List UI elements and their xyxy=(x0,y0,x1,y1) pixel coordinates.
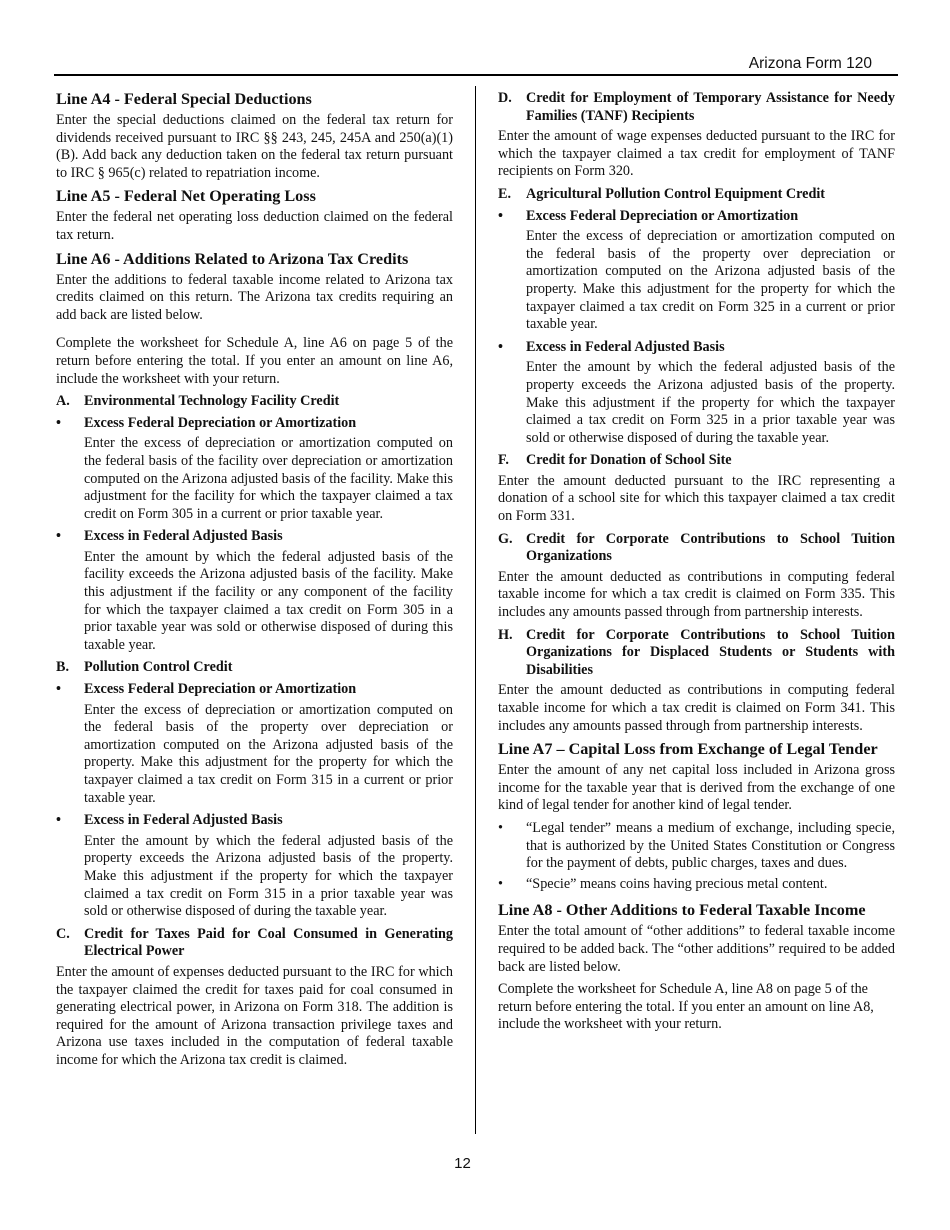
section-a-bullet-2-text: Enter the amount by which the federal adjusted basis of the facility exceeds the Arizona adjusted basis of the facility. Make this adjustment if the facility or any component of the facility for which the taxpayer claimed a tax credit on Form 305 in a prior taxable year was sold or otherwise disposed of during this taxable year. xyxy=(84,548,453,653)
section-h-label: H. xyxy=(498,626,513,643)
section-a-bullet-2-title: Excess in Federal Adjusted Basis xyxy=(84,528,283,545)
section-b-bullet-2-title: Excess in Federal Adjusted Basis xyxy=(84,812,283,829)
section-d-heading xyxy=(498,90,895,125)
bullet-icon: • xyxy=(56,528,61,545)
line-a8-worksheet-note: Complete the worksheet for Schedule A, line A8 on page 5 of the return before entering the total. If you enter an amount on line A8, include the worksheet with your return. xyxy=(498,981,874,1033)
section-c-label: C. xyxy=(56,925,70,942)
section-e-bullet-2-text: Enter the amount by which the federal adjusted basis of the property exceeds the Arizona adjusted basis of the property. Make this adjustment if the property for which the taxpayer claimed a tax credit on Form 325 in a prior taxable year was sold or otherwise disposed of during the taxable year. xyxy=(526,359,895,446)
section-e-bullet-1-text: Enter the excess of depreciation or amortization computed on the federal basis of the property over depreciation or amortization computed on the Arizona adjusted basis of the property. Make this adjustment for the property for which the taxpayer claimed a tax credit on Form 325 in a current or prior taxable year. xyxy=(526,228,895,333)
section-b-heading xyxy=(56,659,453,677)
right-column xyxy=(498,90,895,1039)
section-a-label: A. xyxy=(56,393,70,410)
bullet-icon: • xyxy=(56,681,61,698)
section-e-bullet-1-heading xyxy=(498,208,895,226)
line-a6-heading: Line A6 - Additions Related to Arizona Tax Credits xyxy=(56,249,409,268)
section-b-label: B. xyxy=(56,659,70,676)
line-a5-text: Enter the federal net operating loss deduction claimed on the federal tax return. xyxy=(56,209,453,243)
line-a4-heading: Line A4 - Federal Special Deductions xyxy=(56,90,312,108)
section-b-bullet-1-heading xyxy=(56,681,453,699)
left-column xyxy=(56,90,453,1075)
section-b-bullet-1-title: Excess Federal Depreciation or Amortization xyxy=(84,681,357,698)
line-a8-heading: Line A8 - Other Additions to Federal Taxable Income xyxy=(498,901,866,920)
line-a5-heading: Line A5 - Federal Net Operating Loss xyxy=(56,187,316,206)
bullet-icon: • xyxy=(56,812,61,829)
section-b-bullet-2-heading xyxy=(56,812,453,830)
section-c-heading xyxy=(56,926,453,961)
section-f-heading xyxy=(498,452,895,470)
section-d-text: Enter the amount of wage expenses deducted pursuant to the IRC for which the taxpayer claimed a tax credit for employment of TANF recipients on Form 320. xyxy=(498,128,895,180)
bullet-icon: • xyxy=(498,207,503,224)
line-a7-bullet-2 xyxy=(498,876,895,894)
line-a8-text: Enter the total amount of “other additions” to federal taxable income required to be added back. The “other additions” required to be added back are listed below. xyxy=(498,923,895,975)
section-a-bullet-1-text: Enter the excess of depreciation or amortization computed on the federal basis of the facility over depreciation or amortization computed on the Arizona adjusted basis of the facility. Make this adjustment for the facility for which the taxpayer claimed a tax credit on Form 305 in a current or prior taxable year. xyxy=(84,435,453,522)
section-h-title: Credit for Corporate Contributions to School Tuition Organizations for Displaced Students or Students with Disabilities xyxy=(526,626,895,678)
section-b-bullet-1-text: Enter the excess of depreciation or amortization computed on the federal basis of the property over depreciation or amortization computed on the Arizona adjusted basis of the property. Make this adjustment for the property for which the taxpayer claimed a tax credit on Form 315 in a current or prior taxable year. xyxy=(84,701,453,806)
section-e-heading xyxy=(498,186,895,204)
section-a-heading xyxy=(56,393,453,411)
section-g-label: G. xyxy=(498,530,513,547)
section-d-label: D. xyxy=(498,90,512,106)
header-rule xyxy=(54,74,898,76)
section-b-bullet-2-text: Enter the amount by which the federal adjusted basis of the property exceeds the Arizona adjusted basis of the property. Make this adjustment if the property for which the taxpayer claimed a tax credit on Form 315 in a prior taxable year was sold or otherwise disposed of during the taxable year. xyxy=(84,832,453,920)
line-a4-text: Enter the special deductions claimed on the federal tax return for dividends received pursuant to IRC §§ 243, 245, 245A and 250(a)(1)(B). Add back any deduction taken on the federal tax return pursuant to IRC § 965(c) related to repatriation income. xyxy=(56,112,453,181)
section-e-label: E. xyxy=(498,185,512,202)
section-a-title: Environmental Technology Facility Credit xyxy=(84,393,340,410)
section-e-bullet-2-title: Excess in Federal Adjusted Basis xyxy=(526,338,725,355)
section-e-bullet-2-heading xyxy=(498,339,895,357)
bullet-icon: • xyxy=(498,875,503,892)
section-f-title: Credit for Donation of School Site xyxy=(526,452,732,469)
page-number: 12 xyxy=(454,1155,471,1172)
section-e-title: Agricultural Pollution Control Equipment Credit xyxy=(526,185,826,202)
line-a6-worksheet-note: Complete the worksheet for Schedule A, line A6 on page 5 of the return before entering the total. If you enter an amount on line A6, include the worksheet with your return. xyxy=(56,335,453,387)
section-f-text: Enter the amount deducted pursuant to the IRC representing a donation of a school site for which this taxpayer claimed a tax credit on Form 331. xyxy=(498,472,895,525)
specie-definition: “Specie” means coins having precious metal content. xyxy=(526,875,828,892)
section-f-label: F. xyxy=(498,452,509,469)
section-a-bullet-1-title: Excess Federal Depreciation or Amortization xyxy=(84,414,357,431)
line-a7-heading: Line A7 – Capital Loss from Exchange of Legal Tender xyxy=(498,740,878,759)
section-d-title: Credit for Employment of Temporary Assistance for Needy Families (TANF) Recipients xyxy=(526,90,895,124)
section-h-heading xyxy=(498,627,895,680)
bullet-icon: • xyxy=(56,414,61,431)
bullet-icon: • xyxy=(498,338,503,355)
section-g-text: Enter the amount deducted as contributions in computing federal taxable income for which a tax credit is claimed on Form 335. This includes any amounts passed through from partnership interests. xyxy=(498,568,895,621)
line-a7-bullet-1 xyxy=(498,820,895,873)
section-a-bullet-2-heading xyxy=(56,528,453,546)
section-h-text: Enter the amount deducted as contributions in computing federal taxable income for which a tax credit is claimed on Form 341. This includes any amounts passed through from partnership interests. xyxy=(498,682,895,734)
section-g-heading xyxy=(498,531,895,566)
section-c-text: Enter the amount of expenses deducted pursuant to the IRC for which the taxpayer claimed the credit for taxes paid for coal consumed in generating electrical power, in Arizona on Form 318. The addition is required for the amount of Arizona transaction privilege taxes and Arizona use taxes included in the computation of federal taxable income for which the Arizona tax credit is claimed. xyxy=(56,963,453,1068)
section-a-bullet-1-heading xyxy=(56,415,453,433)
section-c-title: Credit for Taxes Paid for Coal Consumed in Generating Electrical Power xyxy=(84,925,453,960)
section-b-title: Pollution Control Credit xyxy=(84,659,233,676)
line-a6-text: Enter the additions to federal taxable income related to Arizona tax credits claimed on this return. The Arizona tax credits requiring an add back are listed below. xyxy=(56,271,453,323)
section-e-bullet-1-title: Excess Federal Depreciation or Amortization xyxy=(526,207,799,224)
bullet-icon: • xyxy=(498,819,503,836)
form-title: Arizona Form 120 xyxy=(748,55,872,72)
section-g-title: Credit for Corporate Contributions to School Tuition Organizations xyxy=(526,530,895,565)
column-divider xyxy=(475,86,476,1134)
line-a7-text: Enter the amount of any net capital loss included in Arizona gross income for the taxable year that is derived from the exchange of one kind of legal tender for another kind of legal tender. xyxy=(498,762,895,814)
legal-tender-definition: “Legal tender” means a medium of exchange, including specie, that is authorized by the United States Constitution or Congress for the payment of debts, public charges, taxes and dues. xyxy=(526,819,895,872)
